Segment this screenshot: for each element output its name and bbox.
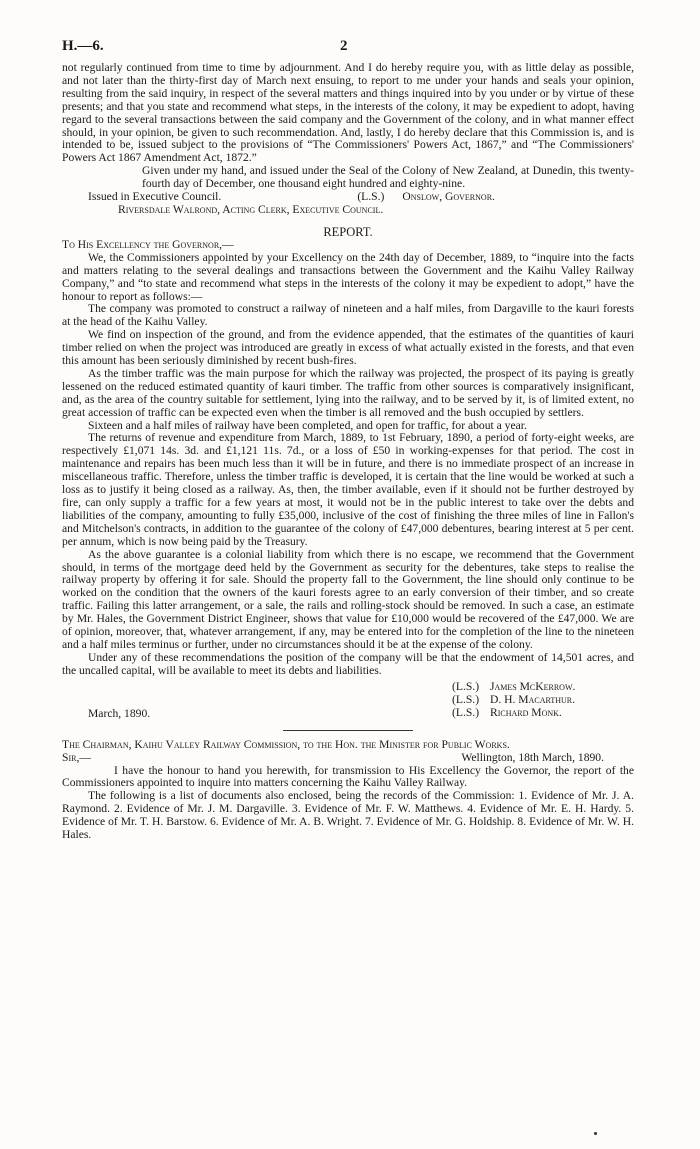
report-paragraph: As the timber traffic was the main purpose for which the railway was projected, the prospect of its paying is greatly lessened on the reduced estimated quantity of kauri timber. The traffic from other sources is comparatively insignificant, and, as the area of the country suitable for settlement, lying into the railway, and to be served by it, is of limited extent, no great accession of traffic can be expected even when the timber is all removed and the bush occupied by settlers. [62, 366, 634, 419]
report-date: March, 1890. [88, 706, 151, 720]
signatory-name: James McKerrow. [489, 679, 576, 693]
signatory [452, 680, 575, 693]
report-title: REPORT. [323, 224, 373, 239]
report-paragraph: Sixteen and a half miles of railway have been completed, and open for traffic, for about a year. [88, 418, 527, 432]
letter-place-date: Wellington, 18th March, 1890. [461, 750, 604, 764]
signatures-block [62, 680, 634, 722]
given-under-hand: Given under my hand, and issued under the Seal of the Colony of New Zealand, at Dunedin, this twenty-fourth day of December, one thousand eight hundred and eighty-nine. [142, 164, 634, 191]
signatory [452, 693, 575, 706]
issued-text: Issued in Executive Council. [88, 190, 222, 204]
clerk-line: Riversdale Walrond, Acting Clerk, Executive Council. [118, 202, 384, 216]
report-paragraph: Under any of these recommendations the position of the company will be that the endowment of 14,501 acres, and the uncalled capital, will be available to meet its debts and liabilities. [62, 650, 634, 677]
letter-heading: The Chairman, Kaihu Valley Railway Commission, to the Hon. the Minister for Public Works. [62, 737, 510, 751]
page-number: 2 [340, 38, 348, 54]
seal-ls: (L.S.) [452, 692, 480, 706]
seal-ls: (L.S.) [357, 190, 385, 204]
letter-salutation: Sir,— [62, 750, 91, 764]
letter-paragraph: The following is a list of documents also enclosed, being the records of the Commission: 1. Evidence of Mr. J. A. Raymond. 2. Evidence of Mr. J. M. Dargaville. 3. Evidence of Mr. F. W. Matthews. 4. Evidence of Mr. E. H. Hardy. 5. Evidence of Mr. T. H. Barstow. 6. Evidence of Mr. A. B. Wright. 7. Evidence of Mr. G. Holdship. 8. Evidence of Mr. W. H. Hales. [62, 789, 634, 842]
signatory-name: Richard Monk. [489, 705, 562, 719]
governor-signature: Onslow, Governor. [402, 190, 495, 204]
seal-ls: (L.S.) [452, 679, 480, 693]
section-divider [283, 730, 413, 731]
signatory [452, 706, 562, 719]
report-paragraph: We, the Commissioners appointed by your Excellency on the 24th day of December, 1889, to “inquire into the facts and matters relating to the several dealings and transactions between the Government and the Kaihu Valley Railway Company,” and “to state and recommend what steps in the interests of the colony it may be expedient to adopt,” have the honour to report as follows:— [62, 250, 634, 303]
signatory-name: D. H. Macarthur. [489, 692, 576, 706]
page-header [62, 38, 634, 62]
commission-paragraph: not regularly continued from time to time by adjournment. And I do hereby require you, with as little delay as possible, and not later than the thirty-first day of March next ensuing, to report to me under your hands and seals your opinion, resulting from the said inquiry, in respect of the several matters and things inquired into by you under or by virtue of these presents; and that you state and recommend what steps, in the interests of the colony, it may be expedient to adopt, having regard to the several transactions between the said company and the Government of the colony, and in what manner effect should, in your opinion, be given to such recommendation. And, lastly, I do hereby declare that this Commission is, and is intended to be, issued subject to the provisions of “The Commissioners' Powers Act, 1867,” and “The Commissioners' Powers Act 1867 Amendment Act, 1872.” [62, 61, 634, 165]
page-mark [594, 1132, 597, 1135]
letter-salutation-row [62, 752, 634, 765]
report-paragraph: As the above guarantee is a colonial liability from which there is no escape, we recommend that the Government should, in terms of the mortgage deed held by the Government as security for the debentures, take steps to realise the railway property by offering it for sale. Should the property fall to the Government, the line should only continue to be worked on the condition that the owners of the kauri forests agree to an early conversion of their timber, and so create traffic. Failing this latter arrangement, or a sale, the rails and rolling-stock should be removed. In such a case, an estimate by Mr. Hales, the Government District Engineer, shows that value for £10,000 would be recovered of the £47,000. We are of opinion, moreover, that, whatever arrangement, if any, may be entered into for the completion of the line to the nineteen and a half miles terminus or further, under no circumstances should it be at the expense of the colony. [62, 547, 634, 651]
document-page [62, 38, 634, 842]
report-salutation: To His Excellency the Governor,— [62, 237, 234, 251]
document-reference: H.—6. [62, 38, 104, 54]
letter-paragraph: I have the honour to hand you herewith, for transmission to His Excellency the Governor, the report of the Commissioners appointed to inquire into matters concerning the Kaihu Valley Railway. [62, 763, 634, 790]
report-paragraph: The company was promoted to construct a railway of nineteen and a half miles, from Dargaville to the kauri forests at the head of the Kaihu Valley. [62, 302, 634, 329]
seal-ls: (L.S.) [452, 705, 480, 719]
report-paragraph: We find on inspection of the ground, and from the evidence appended, that the estimates of the quantities of kauri timber relied on when the project was introduced are greatly in excess of what actually existed in the forests, and that even this amount has been seriously diminished by recent bush-fires. [62, 328, 634, 368]
report-paragraph: The returns of revenue and expenditure from March, 1889, to 1st February, 1890, a period of forty-eight weeks, are respectively £1,071 14s. 3d. and £1,121 11s. 7d., or a loss of £50 in working-expenses for that period. The cost in maintenance and repairs has been much less than it will be in future, and there is no immediate prospect of an increase in miscellaneous traffic. Therefore, unless the timber traffic is developed, it is certain that the line would be worked at such a loss as to justify it being closed as a railway. As, then, the timber available, even if it should not be further destroyed by fire, can only supply a traffic for a few years at most, it would not be in the public interest to take over the debts and liabilities of the company, amounting to fully £35,000, inclusive of the cost of finishing the three miles of line in Fallon's and Mitchelson's contracts, in addition to the guarantee of the colony of £47,000 debentures, bearing interest at 5 per cent. per annum, which is now being paid by the Treasury. [62, 431, 634, 548]
